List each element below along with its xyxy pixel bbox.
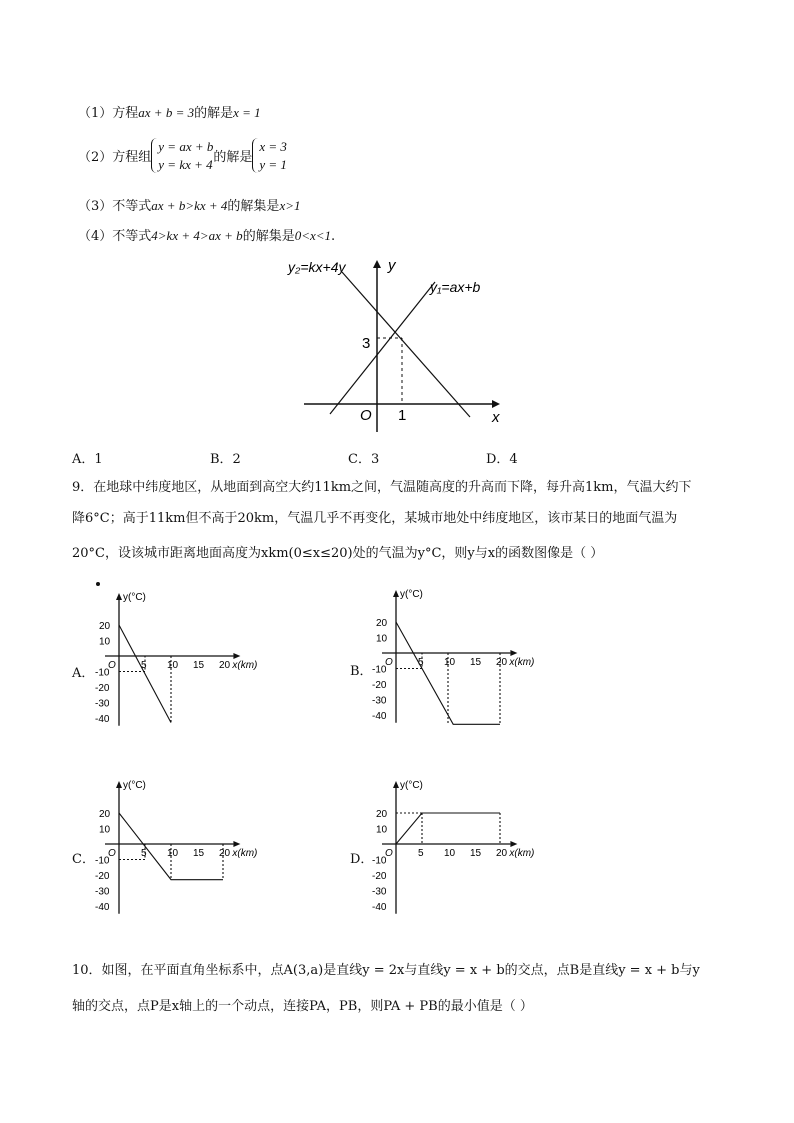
q9-line-3: 20°C，设该城市距离地面高度为xkm(0≤x≤20)处的气温为y°C，则y与x的函数图像是（ ）: [72, 546, 604, 561]
graph-option-b[interactable]: [372, 585, 552, 747]
statement-3-prefix: （3）不等式: [78, 199, 152, 214]
x-tick-label: 20: [219, 848, 231, 859]
y-axis-arrow: [373, 260, 381, 268]
x-axis-arrow: [510, 841, 517, 847]
y-axis-arrow: [393, 590, 399, 597]
x-tick-label: 10: [167, 848, 179, 859]
graph-option-d[interactable]: [372, 776, 552, 938]
y-tick-label: -20: [372, 871, 387, 882]
y-tick-label: -30: [95, 698, 110, 710]
x-axis-arrow: [510, 650, 517, 656]
x-tick-label: 15: [470, 657, 482, 668]
x-axis-label: x(km): [232, 848, 258, 859]
statement-2-system: [151, 138, 213, 173]
choice-b[interactable]: B．2: [210, 452, 241, 467]
x-tick-label: 10: [444, 848, 456, 859]
x-axis-label: x: [492, 409, 500, 426]
statement-4-end: .: [331, 229, 336, 244]
y-axis-label: y(°C): [123, 592, 146, 603]
y-tick-label: -10: [95, 855, 110, 867]
origin-label: O: [385, 657, 393, 668]
x-axis-label: x(km): [232, 660, 258, 671]
y-tick-label: 20: [99, 809, 111, 820]
y-tick-label: 10: [376, 824, 388, 836]
x-tick-label: 20: [219, 660, 231, 671]
x-tick-label: 15: [470, 848, 482, 859]
y2-label: y₂=kx+4y: [288, 259, 346, 275]
q9-line-1: 9．在地球中纬度地区，从地面到高空大约11km之间，气温随高度的升高而下降，每升高1km，气温大约下: [72, 480, 692, 495]
statement-2-prefix: （2）方程组: [78, 150, 152, 166]
y-tick-label: -40: [372, 902, 387, 913]
y-axis-arrow: [116, 781, 122, 788]
q10-line-2: 轴的交点，点P是x轴上的一个动点，连接PA，PB，则PA + PB的最小值是（ ）: [72, 999, 533, 1014]
bullet-dot: [96, 582, 100, 586]
y-axis-label: y(°C): [400, 780, 423, 791]
origin-label: O: [108, 848, 116, 859]
x-axis-label: x(km): [509, 848, 535, 859]
y-axis-label: y(°C): [123, 780, 146, 791]
statement-1-equation: ax + b = 3: [138, 105, 195, 120]
temperature-line: [119, 625, 171, 723]
statement-1-solution: x = 1: [233, 105, 261, 120]
y-tick-label: 10: [99, 636, 111, 648]
x-tick-label: 5: [418, 657, 424, 668]
graph-label-b[interactable]: B．: [350, 664, 373, 679]
y-tick-label: 10: [99, 824, 111, 836]
statement-2-mid: 的解是: [213, 150, 253, 166]
x-tick-label: 5: [141, 848, 147, 859]
y-tick-label: -20: [372, 680, 387, 691]
y-tick-label: -30: [95, 886, 110, 898]
statement-4-mid: 的解集是: [242, 229, 295, 244]
x-tick-label: 15: [193, 660, 205, 671]
y-tick-label: -20: [95, 871, 110, 882]
statement-4: [78, 228, 335, 245]
y-axis-arrow: [393, 781, 399, 788]
y-tick-label: -30: [372, 695, 387, 707]
statement-1: [78, 105, 261, 122]
y-tick-label: -40: [95, 714, 110, 725]
x-axis-label: x(km): [509, 657, 535, 668]
y1-label: y₁=ax+b: [430, 279, 481, 295]
x-axis-arrow: [233, 653, 240, 659]
statement-2: [78, 138, 287, 173]
line-y1: [330, 282, 435, 414]
solution-x: x = 3: [259, 139, 287, 154]
statement-1-prefix: （1）方程: [78, 106, 139, 121]
system-eq-1: y = ax + b: [158, 139, 214, 154]
origin-label: O: [360, 407, 372, 424]
q8-line-graph: [280, 252, 520, 437]
graph-label-a[interactable]: A．: [72, 666, 95, 681]
x-tick-label: 10: [167, 660, 179, 671]
q9-line-2: 降6°C；高于11km但不高于20km，气温几乎不再变化，某城市地处中纬度地区，该市某日的地面气温为: [72, 511, 678, 526]
q10-line-1: 10．如图，在平面直角坐标系中，点A(3,a)是直线y = 2x与直线y = x + b的交点，点B是直线y = x + b与y: [72, 963, 700, 978]
y-axis-label: y: [388, 257, 396, 274]
statement-3-mid: 的解集是: [227, 199, 280, 214]
x-tick-label: 20: [496, 848, 508, 859]
x-tick-label: 10: [444, 657, 456, 668]
x-tick-label: 20: [496, 657, 508, 668]
y-tick-label: 10: [376, 633, 388, 645]
tick-y-3: 3: [362, 335, 371, 352]
statement-4-inequality: 4>kx + 4>ax + b: [151, 228, 243, 243]
y-tick-label: -40: [372, 711, 387, 722]
y-tick-label: -10: [372, 664, 387, 676]
y-axis-arrow: [116, 593, 122, 600]
x-tick-label: 15: [193, 848, 205, 859]
origin-label: O: [108, 660, 116, 671]
y-tick-label: -10: [372, 855, 387, 867]
graph-option-c[interactable]: [95, 776, 275, 938]
y-tick-label: -10: [95, 667, 110, 679]
solution-y: y = 1: [259, 156, 287, 172]
statement-2-solution: [252, 138, 287, 173]
graph-label-c[interactable]: C．: [72, 852, 95, 867]
origin-label: O: [385, 848, 393, 859]
statement-3: [78, 198, 300, 215]
statement-4-prefix: （4）不等式: [78, 229, 152, 244]
x-tick-label: 5: [141, 660, 147, 671]
statement-3-inequality: ax + b>kx + 4: [151, 198, 228, 213]
y-axis-label: y(°C): [400, 589, 423, 600]
statement-3-solution: x>1: [279, 198, 301, 213]
graph-option-a[interactable]: [95, 588, 275, 750]
system-eq-2: y = kx + 4: [158, 156, 213, 172]
x-tick-label: 5: [418, 848, 424, 859]
x-axis-arrow: [233, 841, 240, 847]
y-tick-label: 20: [376, 618, 388, 629]
temperature-line: [396, 813, 500, 844]
y-tick-label: -30: [372, 886, 387, 898]
choice-a[interactable]: A．1: [72, 452, 103, 467]
y-tick-label: 20: [376, 809, 388, 820]
statement-4-solution: 0<x<1: [294, 228, 332, 243]
x-axis-arrow: [492, 400, 500, 408]
graph-label-d[interactable]: D．: [350, 852, 374, 867]
choice-d[interactable]: D．4: [486, 452, 518, 467]
statement-1-mid: 的解是: [194, 106, 234, 121]
y-tick-label: -20: [95, 683, 110, 694]
y-tick-label: -40: [95, 902, 110, 913]
tick-x-1: 1: [398, 407, 407, 424]
y-tick-label: 20: [99, 621, 111, 632]
choice-c[interactable]: C．3: [348, 452, 380, 467]
